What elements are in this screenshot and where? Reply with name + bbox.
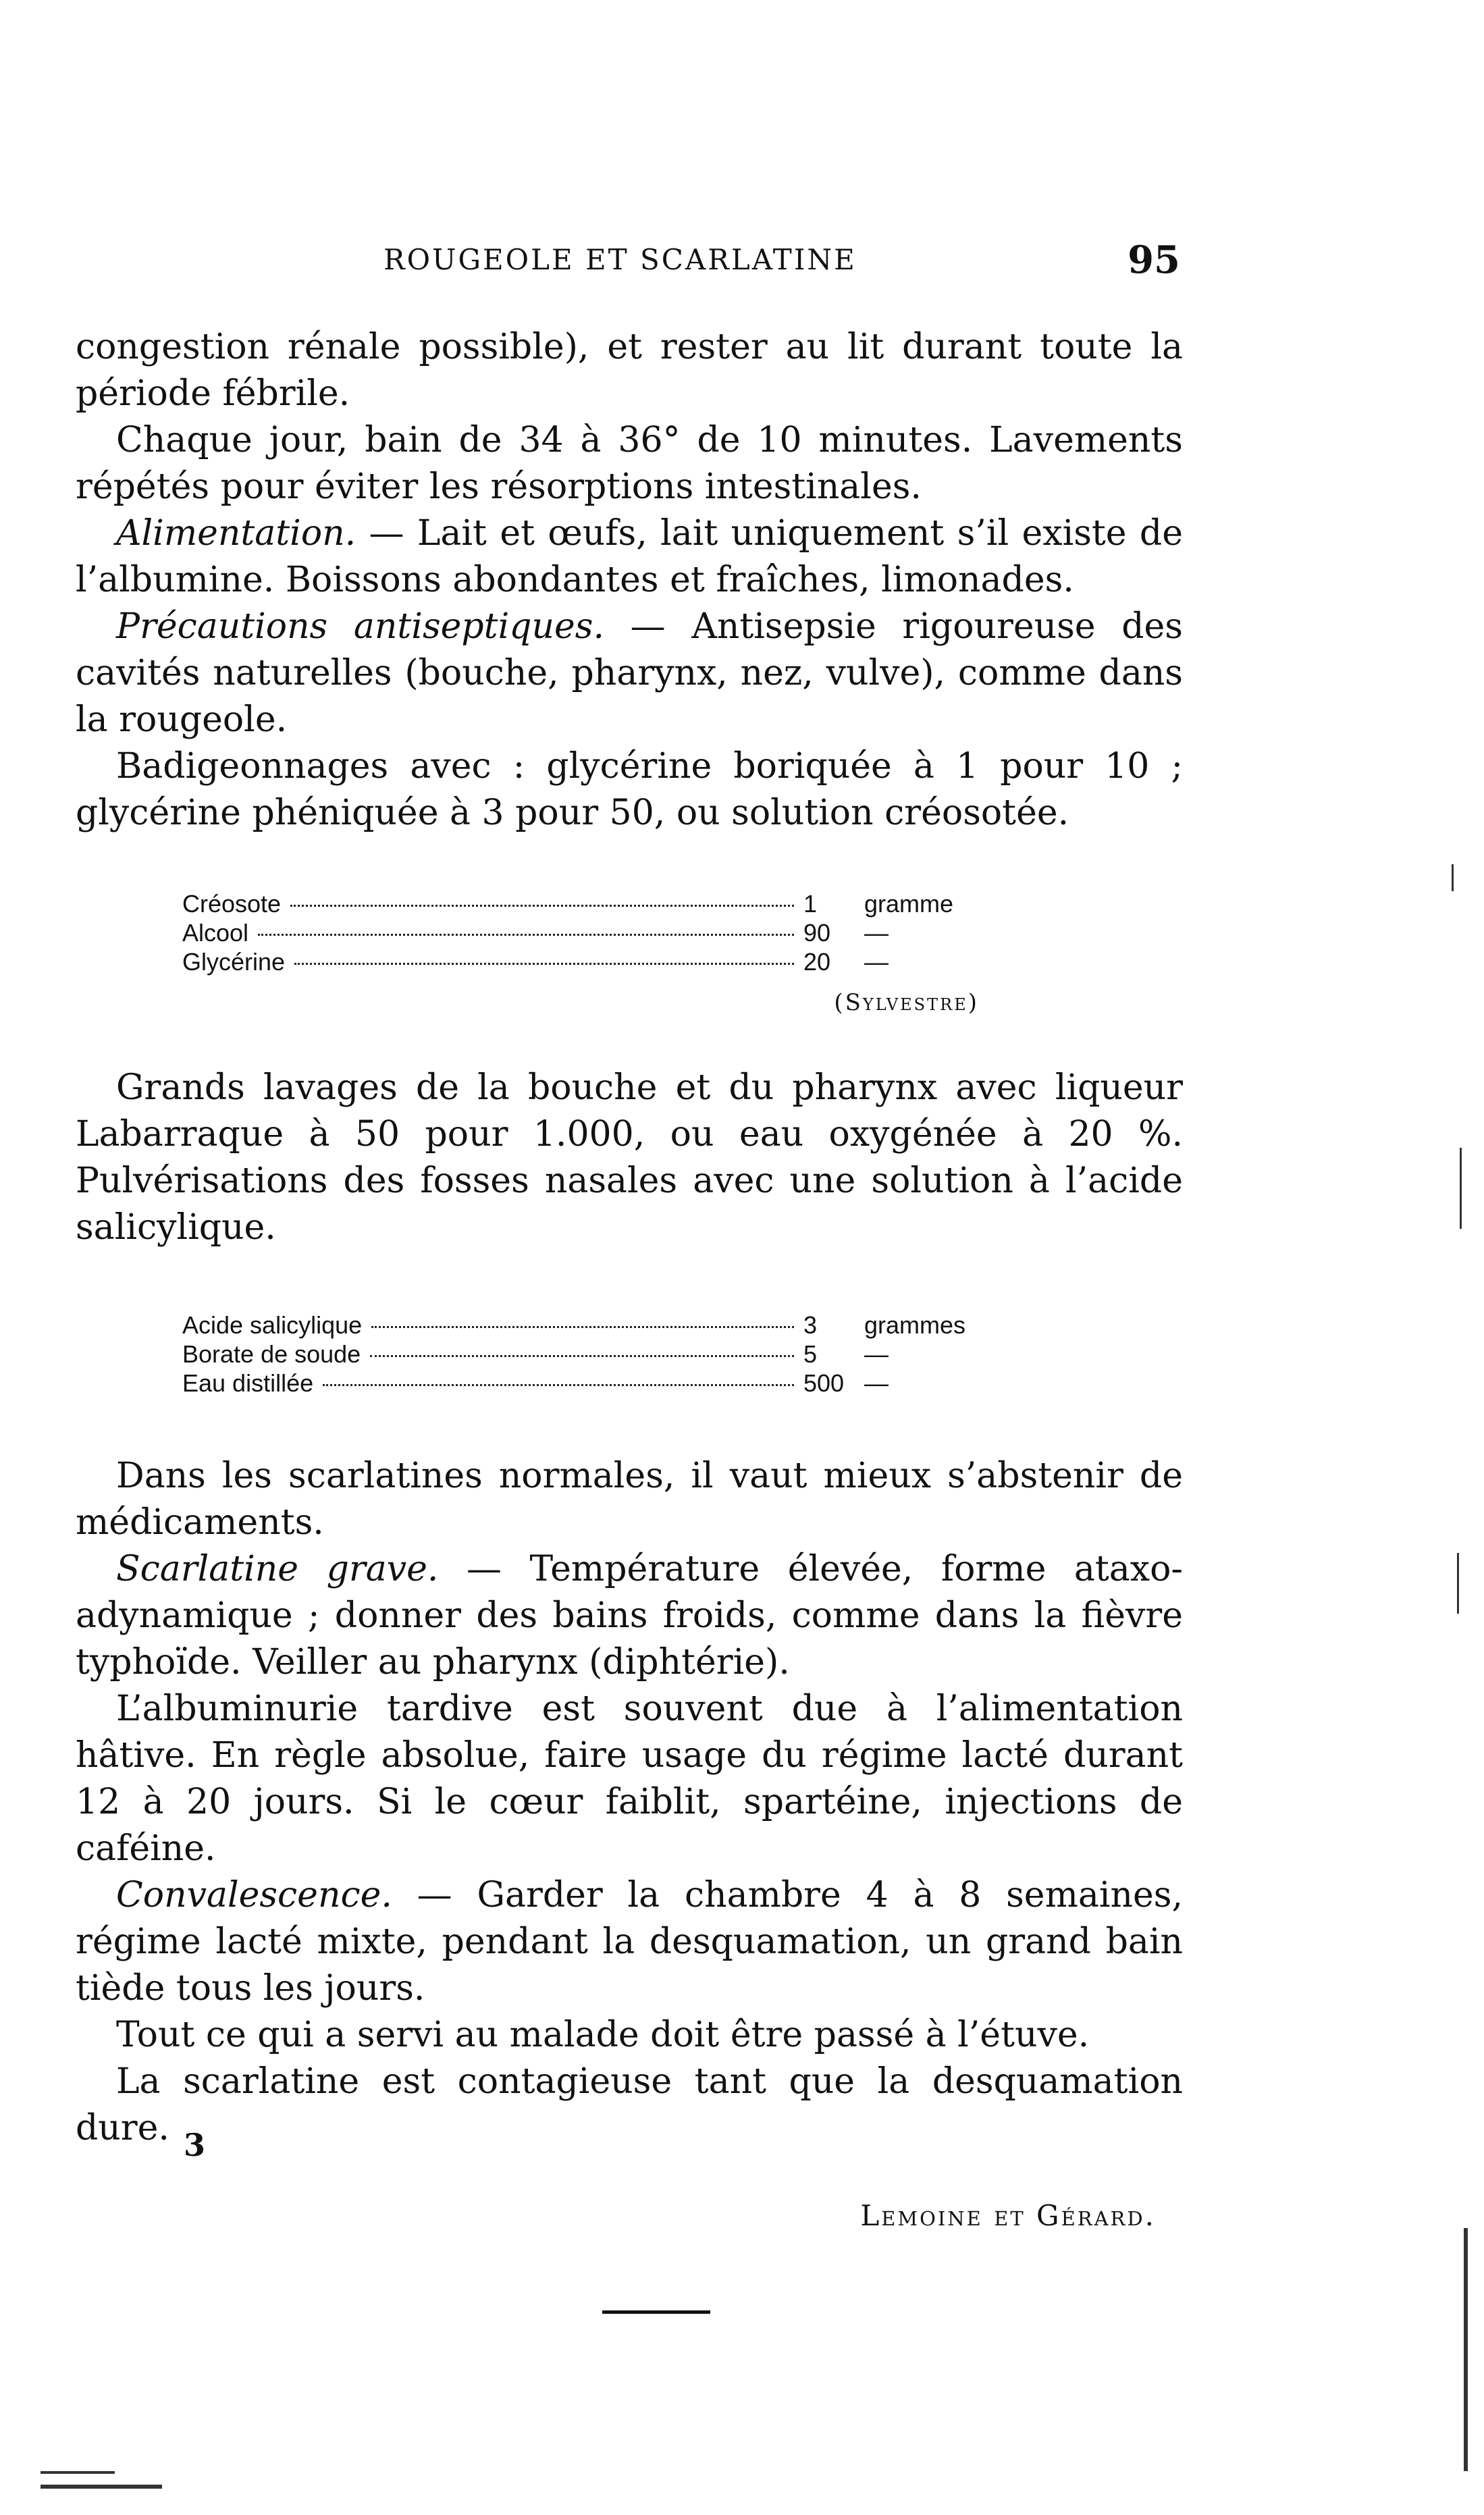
prescription-row — [182, 918, 1019, 947]
prescription-source: (Sylvestre) — [834, 989, 979, 1016]
paragraph — [76, 743, 1183, 837]
paragraph-text: Chaque jour, bain de 34 à 36° de 10 minutes. Lavements répétés pour éviter les résorptions intestinales. — [76, 420, 1183, 507]
ingredient-name: Acide salicylique — [182, 1311, 363, 1339]
paragraph-heading: Précautions antiseptiques. — [116, 606, 604, 647]
prescription-row — [182, 1369, 1019, 1398]
ingredient-quantity: 90 — [803, 919, 831, 947]
ingredient-name: Borate de soude — [182, 1340, 361, 1368]
paragraph — [76, 1453, 1183, 1546]
leader-dots — [294, 963, 794, 965]
prescription-salicylic — [182, 1311, 1019, 1398]
ingredient-unit: gramme — [864, 890, 954, 918]
prescription-row — [182, 1340, 1019, 1369]
prescription-row — [182, 889, 1019, 918]
paragraphs-middle — [76, 1065, 1183, 1251]
ingredient-quantity: 500 — [803, 1369, 845, 1397]
ingredient-unit: — — [864, 1369, 889, 1397]
ingredient-unit: — — [864, 948, 889, 976]
ingredient-name: Glycérine — [182, 948, 286, 976]
paragraph — [76, 2059, 1183, 2152]
paragraph — [76, 1065, 1183, 1251]
paragraph — [76, 604, 1183, 743]
paragraph-text: Grands lavages de la bouche et du pharynx avec liqueur Labarraque à 50 pour 1.000, ou eau oxygénée à 20 %. Pulvérisations des fosses nasales avec une solution à l’acide salicylique. — [76, 1067, 1183, 1248]
scan-edge-mark — [1452, 864, 1454, 891]
prescription-row — [182, 947, 1019, 976]
scan-edge-mark — [41, 2485, 162, 2489]
paragraph-text: congestion rénale possible), et rester au lit durant toute la période fébrile. — [76, 327, 1183, 414]
paragraph-text: — Antisepsie rigoureuse des cavités naturelles (bouche, pharynx, nez, vulve), comme dans la rougeole. — [76, 606, 1183, 740]
paragraph-heading: Convalescence. — [116, 1875, 392, 1915]
body-text — [76, 324, 1183, 2314]
leader-dots — [371, 1326, 794, 1328]
ingredient-quantity: 20 — [803, 948, 831, 976]
leader-dots — [258, 934, 794, 936]
paragraph-text: Tout ce qui a servi au malade doit être passé à l’étuve. — [116, 2015, 1090, 2055]
author-signature: Lemoine et Gérard. — [860, 2199, 1156, 2232]
leader-dots — [323, 1384, 794, 1386]
scan-edge-mark — [1464, 2228, 1468, 2471]
paragraph — [76, 2012, 1183, 2059]
paragraph-text: — Garder la chambre 4 à 8 semaines, régime lacté mixte, pendant la desquamation, un grand bain tiède tous les jours. — [76, 1875, 1183, 2009]
leader-dots — [370, 1355, 794, 1357]
prescription-row — [182, 1311, 1019, 1340]
ingredient-name: Alcool — [182, 919, 249, 947]
running-title: ROUGEOLE ET SCARLATINE — [383, 243, 857, 276]
page-header — [80, 238, 1180, 292]
ingredient-unit: — — [864, 1340, 889, 1368]
leader-dots — [290, 905, 794, 907]
paragraph-text: La scarlatine est contagieuse tant que la desquamation dure. — [76, 2061, 1183, 2148]
paragraph-text: Dans les scarlatines normales, il vaut mieux s’abstenir de médicaments. — [76, 1456, 1183, 1543]
ingredient-unit: grammes — [864, 1311, 966, 1339]
paragraph-text: L’albuminurie tardive est souvent due à l’alimentation hâtive. En règle absolue, faire usage du régime lacté durant 12 à 20 jours. Si le cœur faiblit, spartéine, injections de caféine. — [76, 1689, 1183, 1869]
section-divider — [602, 2310, 710, 2314]
paragraph-heading: Scarlatine grave. — [116, 1549, 439, 1589]
paragraph — [76, 1546, 1183, 1686]
paragraphs-top — [76, 324, 1183, 837]
paragraph — [76, 1686, 1183, 1872]
scan-edge-mark — [1457, 1553, 1459, 1614]
paragraph-heading: Alimentation. — [116, 513, 356, 554]
signature-number: 3 — [184, 2127, 206, 2163]
ingredient-quantity: 3 — [803, 1311, 818, 1339]
prescription-creosote — [182, 889, 1019, 1017]
paragraph-text: — Lait et œufs, lait uniquement s’il existe de l’albumine. Boissons abondantes et fraîches, limonades. — [76, 513, 1183, 600]
ingredient-unit: — — [864, 919, 889, 947]
paragraph-text: Badigeonnages avec : glycérine boriquée à 1 pour 10 ; glycérine phéniquée à 3 pour 50, ou solution créosotée. — [76, 746, 1183, 833]
scan-edge-mark — [41, 2471, 115, 2474]
ingredient-quantity: 5 — [803, 1340, 818, 1368]
paragraph-text: — Température élevée, forme ataxo-adynamique ; donner des bains froids, comme dans la fièvre typhoïde. Veiller au pharynx (diphtérie). — [76, 1549, 1183, 1683]
page-number: 95 — [1128, 238, 1180, 282]
ingredient-name: Eau distillée — [182, 1369, 314, 1397]
ingredient-quantity: 1 — [803, 890, 818, 918]
paragraph — [76, 324, 1183, 417]
paragraph — [76, 417, 1183, 510]
ingredient-name: Créosote — [182, 890, 282, 918]
paragraph — [76, 510, 1183, 604]
scan-edge-mark — [1460, 1148, 1462, 1229]
paragraphs-bottom — [76, 1453, 1183, 2152]
paragraph — [76, 1872, 1183, 2012]
